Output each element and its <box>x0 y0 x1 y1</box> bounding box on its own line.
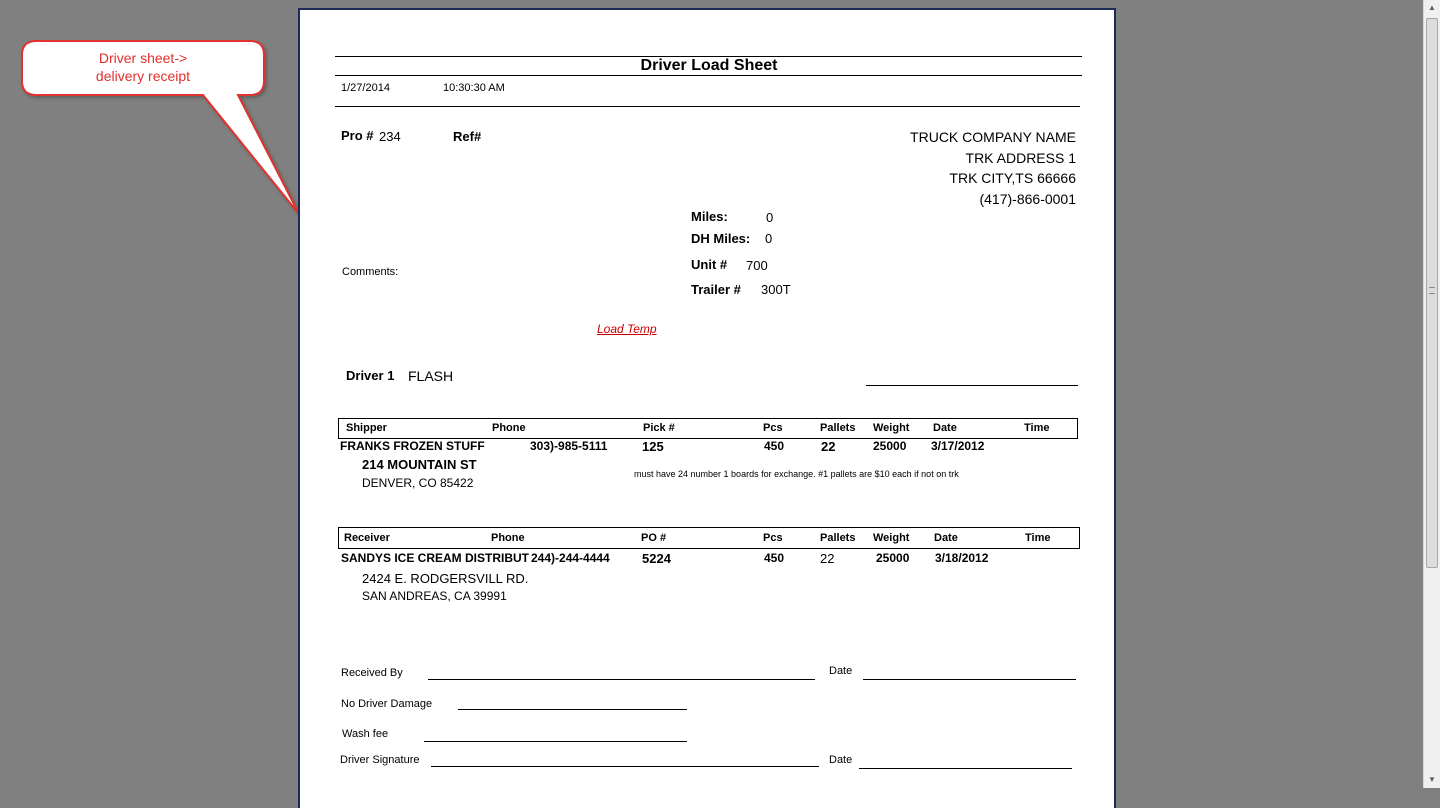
received-by-label: Received By <box>341 667 403 679</box>
shipper-date: 3/17/2012 <box>931 439 985 453</box>
shipper-col-weight: Weight <box>873 422 910 434</box>
received-date-label: Date <box>829 665 853 677</box>
driver-signature-line-bottom[interactable] <box>431 766 819 767</box>
trailer-value: 300T <box>761 282 791 297</box>
report-title: Driver Load Sheet <box>640 57 778 74</box>
wash-fee-label: Wash fee <box>342 728 389 740</box>
receiver-pallets: 22 <box>820 551 835 566</box>
shipper-weight: 25000 <box>873 439 907 453</box>
shipper-col-date: Date <box>933 422 957 434</box>
shipper-col-time: Time <box>1024 422 1050 434</box>
shipper-pick: 125 <box>642 439 664 454</box>
shipper-note: must have 24 number 1 boards for exchange. #1 pallets are $10 each if not on trk <box>634 469 959 479</box>
shipper-pcs: 450 <box>764 439 785 453</box>
pro-label: Pro # <box>341 128 374 143</box>
trailer-label: Trailer # <box>691 282 741 297</box>
driver-signature-label: Driver Signature <box>340 754 420 766</box>
callout-text <box>52 49 234 85</box>
comments-label: Comments: <box>342 266 399 278</box>
receiver-name: SANDYS ICE CREAM DISTRIBUT <box>341 551 530 565</box>
scroll-up-arrow[interactable] <box>1424 0 1440 16</box>
company-name: TRUCK COMPANY NAME <box>910 129 1076 145</box>
callout-line-1: Driver sheet-> <box>98 50 188 66</box>
driver-signature-line <box>866 385 1078 386</box>
load-temp-link[interactable]: Load Temp <box>597 322 657 336</box>
wash-fee-line[interactable] <box>424 741 687 742</box>
receiver-city: SAN ANDREAS, CA 39991 <box>362 589 507 603</box>
triangle-up-icon: ▲ <box>1428 3 1436 12</box>
shipper-name: FRANKS FROZEN STUFF <box>340 439 485 453</box>
receiver-header-box <box>338 527 1080 549</box>
shipper-col-shipper: Shipper <box>346 422 387 434</box>
shipper-col-pcs: Pcs <box>763 422 783 434</box>
driver-date-line[interactable] <box>859 768 1072 769</box>
receiver-po: 5224 <box>642 551 671 566</box>
title-bottom-rule <box>335 75 1082 76</box>
company-address: TRK ADDRESS 1 <box>965 150 1076 166</box>
driver-date-label: Date <box>829 754 853 766</box>
shipper-address: 214 MOUNTAIN ST <box>362 457 477 472</box>
company-phone: (417)-866-0001 <box>979 191 1076 207</box>
shipper-col-pick: Pick # <box>643 422 675 434</box>
received-by-line[interactable] <box>428 679 815 680</box>
company-city: TRK CITY,TS 66666 <box>949 170 1076 186</box>
shipper-col-pallets: Pallets <box>820 422 856 434</box>
ref-label: Ref# <box>453 129 482 144</box>
scroll-down-arrow[interactable] <box>1424 772 1440 788</box>
received-date-line[interactable] <box>863 679 1076 680</box>
scroll-thumb[interactable] <box>1426 18 1438 568</box>
receiver-date: 3/18/2012 <box>935 551 989 565</box>
miles-label: Miles: <box>691 209 728 224</box>
receiver-weight: 25000 <box>876 551 910 565</box>
print-date: 1/27/2014 <box>341 82 390 94</box>
dh-miles-value: 0 <box>765 231 773 246</box>
unit-label: Unit # <box>691 257 728 272</box>
receiver-pcs: 450 <box>764 551 785 565</box>
no-driver-damage-label: No Driver Damage <box>341 698 433 710</box>
shipper-header-box <box>338 418 1078 439</box>
receiver-col-pallets: Pallets <box>820 532 856 544</box>
header-rule <box>335 106 1080 107</box>
driver-value: FLASH <box>408 368 454 384</box>
vertical-scrollbar[interactable] <box>1423 0 1440 788</box>
miles-value: 0 <box>766 210 774 225</box>
unit-value: 700 <box>746 258 768 273</box>
receiver-col-weight: Weight <box>873 532 910 544</box>
receiver-col-receiver: Receiver <box>344 532 390 544</box>
receiver-phone: 244)-244-4444 <box>531 551 610 565</box>
receiver-col-phone: Phone <box>491 532 525 544</box>
shipper-col-phone: Phone <box>492 422 526 434</box>
receiver-col-date: Date <box>934 532 958 544</box>
grip-icon <box>1429 287 1435 294</box>
no-driver-damage-line[interactable] <box>458 709 687 710</box>
pro-value: 234 <box>379 129 401 144</box>
callout-line-2: delivery receipt <box>95 68 191 84</box>
receiver-col-time: Time <box>1025 532 1051 544</box>
shipper-phone: 303)-985-5111 <box>530 439 608 453</box>
report-page <box>298 8 1116 808</box>
print-time: 10:30:30 AM <box>443 82 505 94</box>
shipper-city: DENVER, CO 85422 <box>362 476 474 490</box>
driver-label: Driver 1 <box>346 368 395 383</box>
shipper-pallets: 22 <box>821 439 836 454</box>
receiver-col-pcs: Pcs <box>763 532 783 544</box>
triangle-down-icon: ▼ <box>1428 775 1436 784</box>
receiver-col-po: PO # <box>641 532 667 544</box>
dh-miles-label: DH Miles: <box>691 231 751 246</box>
receiver-address: 2424 E. RODGERSVILL RD. <box>362 571 529 586</box>
